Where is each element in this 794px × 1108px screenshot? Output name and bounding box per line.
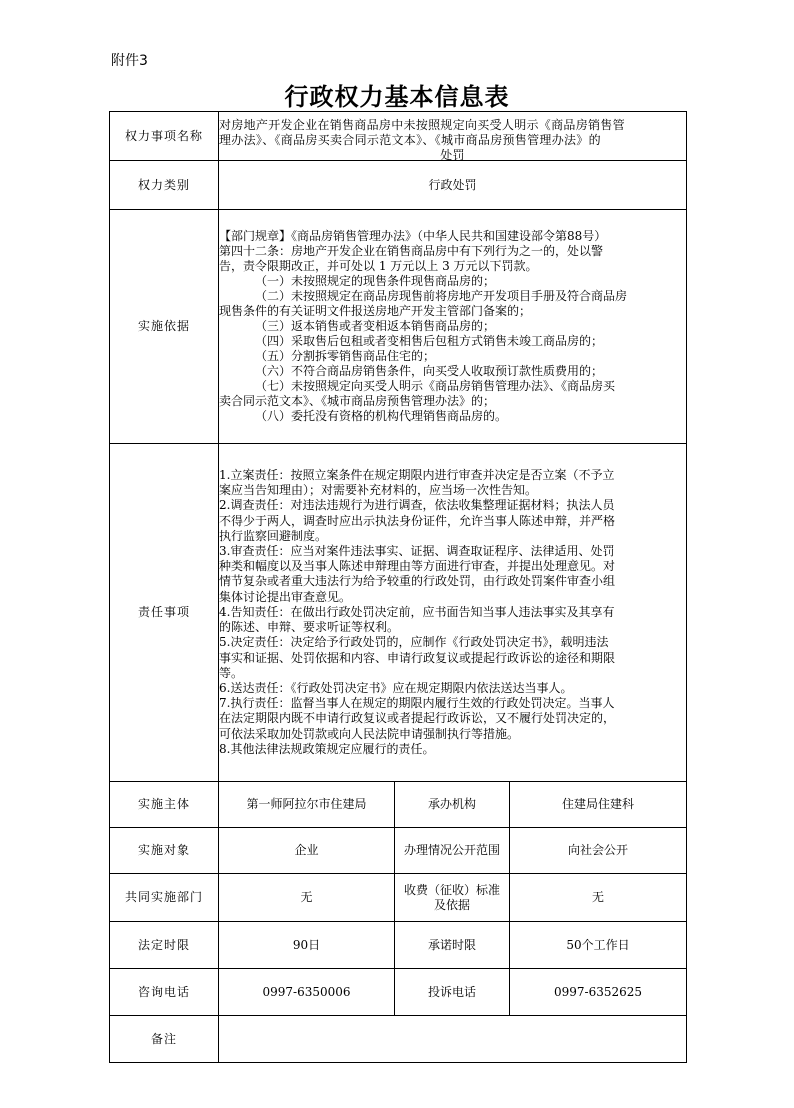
handling-org-value: 住建局住建科 [510, 782, 687, 828]
responsibility-line: 6.送达责任：《行政处罚决定书》应在规定期限内依法送达当事人。 [219, 680, 573, 695]
basis-line: 卖合同示范文本》、《城市商品房预售管理办法》的； [219, 394, 496, 408]
power-name-value [219, 112, 687, 161]
responsibility-line: 7.执行责任：监督当事人在规定的期限内履行生效的行政处罚决定。当事人 [219, 696, 615, 711]
power-name-line: 对房地产开发企业在销售商品房中未按照规定向买受人明示《商品房销售管 [219, 118, 625, 132]
basis-line: （七）未按照规定向买受人明示《商品房销售管理办法》、《商品房买 [255, 379, 616, 393]
basis-line: 【部门规章】《商品房销售管理办法》（中华人民共和国建设部令第88号） [219, 229, 607, 243]
row-power-name [110, 112, 687, 161]
row-responsibility [110, 444, 687, 782]
row-phone [110, 969, 687, 1016]
info-table [109, 111, 687, 1063]
responsibility-line: 1.立案责任：按照立案条件在规定期限内进行审查并决定是否立案（不予立 [219, 468, 615, 483]
responsibility-line: 在法定期限内既不申请行政复议或者提起行政诉讼，又不履行处罚决定的， [219, 711, 616, 726]
fee-standard-label-line: 及依据 [433, 897, 470, 912]
row-category [110, 161, 687, 210]
basis-line: 第四十二条：房地产开发企业在销售商品房中有下列行为之一的，处以警 [219, 244, 604, 258]
power-name-line: 处罚 [440, 148, 465, 162]
basis-line: 告，责令限期改正，并可处以 1 万元以上 3 万元以下罚款。 [219, 259, 538, 273]
responsibility-line: 2.调查责任：对违法违规行为进行调查，依法收集整理证据材料；执法人员 [219, 498, 615, 513]
row-basis [110, 210, 687, 444]
responsibility-line: 不得少于两人，调查时应出示执法身份证件，允许当事人陈述申辩，并严格 [219, 513, 616, 528]
basis-line: （三）返本销售或者变相返本销售商品房的； [255, 319, 496, 333]
remark-value [219, 1016, 687, 1063]
category-value: 行政处罚 [219, 161, 687, 210]
responsibility-line: 3.审查责任：应当对案件违法事实、证据、调查取证程序、法律适用、处罚 [219, 544, 615, 559]
category-label: 权力类别 [110, 161, 219, 210]
responsibility-line: 的陈述、申辩、要求听证等权利。 [219, 620, 400, 635]
page-title: 行政权力基本信息表 [284, 82, 510, 111]
responsibility-line: 4.告知责任：在做出行政处罚决定前，应书面告知当事人违法事实及其享有 [219, 604, 615, 619]
basis-line: （五）分割拆零销售商品住宅的； [255, 349, 436, 363]
handling-org-label: 承办机构 [395, 782, 510, 828]
power-name-label: 权力事项名称 [110, 112, 219, 161]
responsibility-line: 事实和证据、处罚依据和内容、申请行政复议或提起行政诉讼的途径和期限 [219, 650, 616, 665]
basis-line: （六）不符合商品房销售条件，向买受人收取预订款性质费用的； [255, 364, 604, 378]
complaint-phone-label: 投诉电话 [395, 969, 510, 1016]
responsibility-value [219, 444, 687, 782]
responsibility-line: 8.其他法律法规政策规定应履行的责任。 [219, 741, 435, 756]
power-name-line: 理办法》、《商品房买卖合同示范文本》、《城市商品房预售管理办法》的 [219, 133, 601, 147]
target-value: 企业 [219, 828, 395, 874]
disclosure-scope-label: 办理情况公开范围 [395, 828, 510, 874]
basis-value [219, 210, 687, 444]
row-joint [110, 874, 687, 922]
responsibility-label: 责任事项 [110, 444, 219, 782]
basis-label: 实施依据 [110, 210, 219, 444]
fee-standard-value: 无 [510, 874, 687, 922]
responsibility-line: 情节复杂或者重大违法行为给予较重的行政处罚，由行政处罚案件审查小组 [219, 574, 616, 589]
responsibility-line: 可依法采取加处罚款或向人民法院申请强制执行等措施。 [219, 726, 520, 741]
joint-dept-value: 无 [219, 874, 395, 922]
fee-standard-label-line: 收费（征收）标准 [403, 882, 500, 897]
responsibility-line: 集体讨论提出审查意见。 [219, 589, 352, 604]
attachment-label: 附件3 [111, 53, 148, 69]
row-deadline [110, 922, 687, 969]
basis-line: （二）未按照规定在商品房现售前将房地产开发项目手册及符合商品房 [255, 289, 628, 303]
fee-standard-label [395, 874, 510, 922]
responsibility-line: 等。 [219, 665, 244, 680]
responsibility-line: 5.决定责任：决定给予行政处罚的，应制作《行政处罚决定书》，载明违法 [219, 635, 609, 650]
responsibility-line: 执行监察回避制度。 [219, 528, 328, 543]
consult-phone-value: 0997-6350006 [219, 969, 395, 1016]
responsibility-line: 案应当告知理由）；对需要补充材料的，应当场一次性告知。 [219, 483, 538, 498]
basis-line: （四）采取售后包租或者变相售后包租方式销售未竣工商品房的； [255, 334, 604, 348]
complaint-phone-value: 0997-6352625 [510, 969, 687, 1016]
target-label: 实施对象 [110, 828, 219, 874]
row-subject [110, 782, 687, 828]
remark-label: 备注 [110, 1016, 219, 1063]
basis-line: （八）委托没有资格的机构代理销售商品房的。 [255, 409, 508, 423]
promised-deadline-value: 50个工作日 [510, 922, 687, 969]
legal-deadline-label: 法定时限 [110, 922, 219, 969]
responsibility-line: 种类和幅度以及当事人陈述申辩理由等方面进行审查，并提出处理意见。对 [219, 559, 616, 574]
legal-deadline-value: 90日 [219, 922, 395, 969]
disclosure-scope-value: 向社会公开 [510, 828, 687, 874]
promised-deadline-label: 承诺时限 [395, 922, 510, 969]
row-remark [110, 1016, 687, 1063]
row-target [110, 828, 687, 874]
consult-phone-label: 咨询电话 [110, 969, 219, 1016]
basis-line: （一）未按照规定的现售条件现售商品房的； [255, 274, 496, 288]
joint-dept-label: 共同实施部门 [110, 874, 219, 922]
subject-value: 第一师阿拉尔市住建局 [219, 782, 395, 828]
subject-label: 实施主体 [110, 782, 219, 828]
basis-line: 现售条件的有关证明文件报送房地产开发主管部门备案的； [219, 304, 532, 318]
